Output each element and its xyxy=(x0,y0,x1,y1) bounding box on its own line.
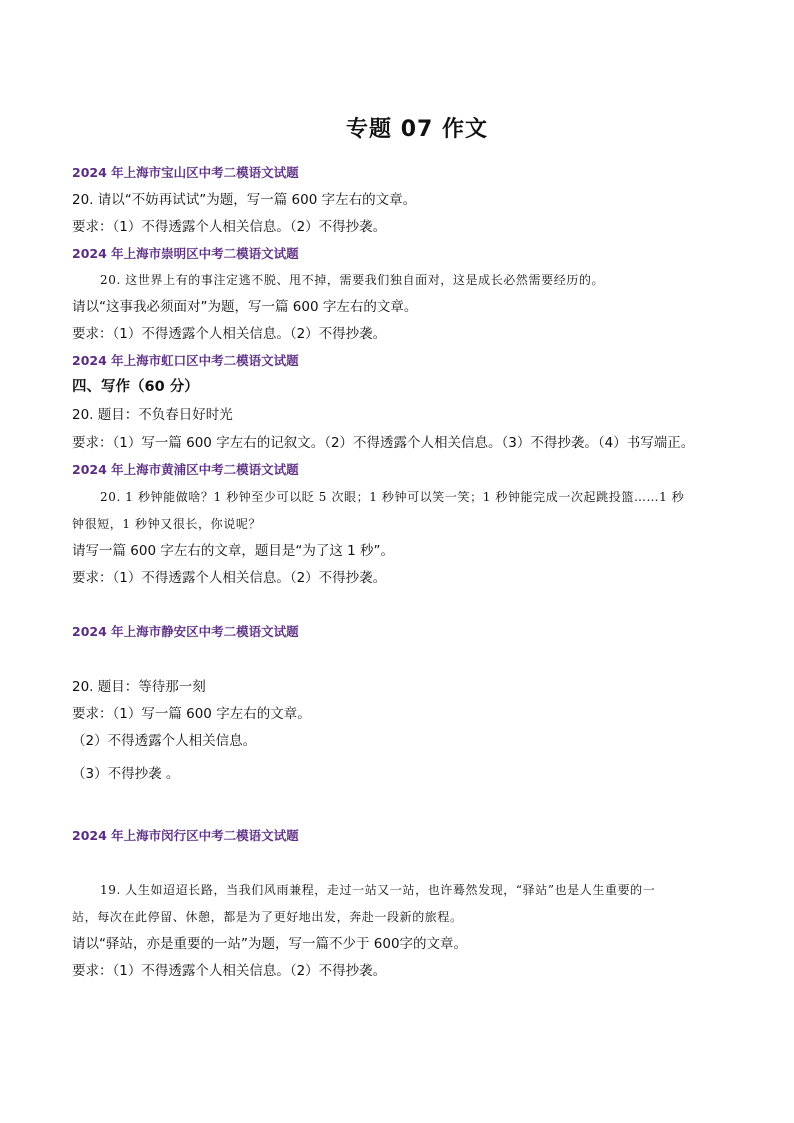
text-line: （2）不得透露个人相关信息。 xyxy=(72,733,257,749)
page-title: 专题 07 作文 xyxy=(346,117,488,142)
exam-source-heading: 2024 年上海市闵行区中考二模语文试题 xyxy=(72,828,299,843)
text-line: 请以“驿站，亦是重要的一站”为题，写一篇不少于 600字的文章。 xyxy=(72,936,468,952)
text-line: 要求：（1）不得透露个人相关信息。（2）不得抄袭。 xyxy=(72,326,387,342)
text-line: 20. 题目：不负春日好时光 xyxy=(72,407,233,423)
section-heading: 四、写作（60 分） xyxy=(72,379,199,395)
text-line: 要求：（1）写一篇 600 字左右的记叙文。（2）不得透露个人相关信息。（3）不得抄袭。（4）书写端正。 xyxy=(72,435,695,451)
text-line: （3）不得抄袭 。 xyxy=(72,766,180,782)
text-line: 要求：（1）不得透露个人相关信息。（2）不得抄袭。 xyxy=(72,963,387,979)
text-line: 钟很短，1 秒钟又很长，你说呢？ xyxy=(72,517,262,531)
text-line: 要求：（1）写一篇 600 字左右的文章。 xyxy=(72,706,311,722)
text-line: 20. 题目：等待那一刻 xyxy=(72,679,206,695)
text-line: 19. 人生如迢迢长路，当我们风雨兼程，走过一站又一站，也许蓦然发现，“驿站”也是人生重要的一 xyxy=(100,883,656,897)
exam-source-heading: 2024 年上海市宝山区中考二模语文试题 xyxy=(72,165,299,180)
text-line: 要求：（1）不得透露个人相关信息。（2）不得抄袭。 xyxy=(72,570,387,586)
text-line: 请以“这事我必须面对”为题，写一篇 600 字左右的文章。 xyxy=(72,299,418,315)
exam-source-heading: 2024 年上海市黄浦区中考二模语文试题 xyxy=(72,462,299,477)
text-line: 站，每次在此停留、休憩，都是为了更好地出发，奔赴一段新的旅程。 xyxy=(72,910,463,924)
exam-source-heading: 2024 年上海市静安区中考二模语文试题 xyxy=(72,624,299,639)
exam-source-heading: 2024 年上海市虹口区中考二模语文试题 xyxy=(72,353,299,368)
exam-source-heading: 2024 年上海市崇明区中考二模语文试题 xyxy=(72,246,299,261)
text-line: 20. 这世界上有的事注定逃不脱、甩不掉，需要我们独自面对，这是成长必然需要经历的。 xyxy=(100,273,605,287)
text-line: 20. 1 秒钟能做啥？1 秒钟至少可以眨 5 次眼；1 秒钟可以笑一笑；1 秒钟能完成一次起跳投篮……1 秒 xyxy=(100,490,685,504)
text-line: 要求：（1）不得透露个人相关信息。（2）不得抄袭。 xyxy=(72,219,387,235)
text-line: 20. 请以“不妨再试试”为题，写一篇 600 字左右的文章。 xyxy=(72,192,417,208)
text-line: 请写一篇 600 字左右的文章，题目是“为了这 1 秒”。 xyxy=(72,543,395,559)
